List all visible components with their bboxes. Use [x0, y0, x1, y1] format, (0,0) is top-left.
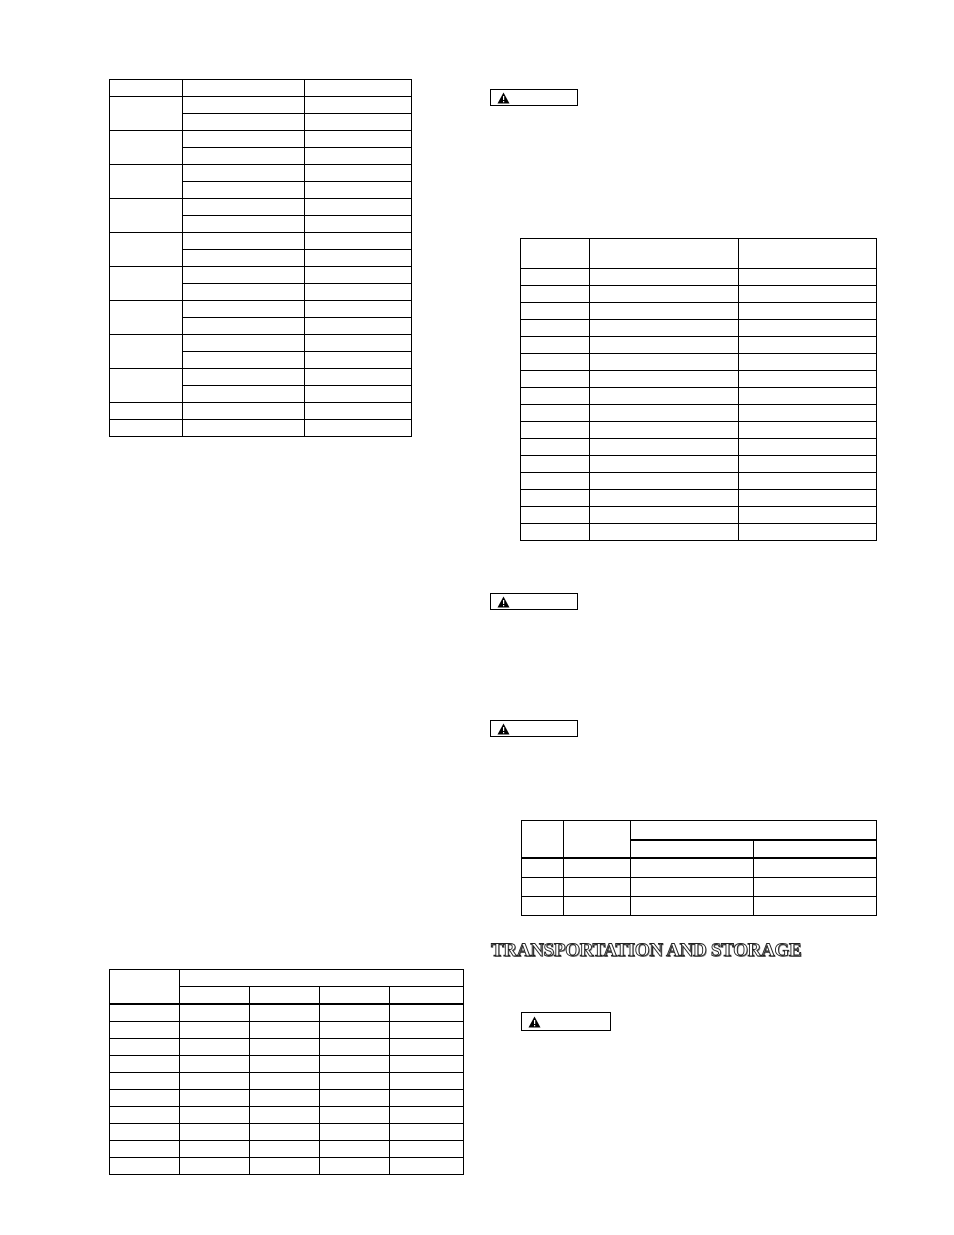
table-top-left: [109, 79, 412, 437]
warning-label-box: [521, 1012, 611, 1031]
table-row: [521, 354, 877, 371]
table-row: [110, 420, 412, 437]
table-row: [522, 897, 877, 916]
table-row: [110, 1056, 464, 1073]
table-bottom-left: [109, 969, 464, 1175]
table-row: [521, 507, 877, 524]
table-row: [110, 1141, 464, 1158]
warning-triangle-icon: [497, 596, 510, 608]
table-row: [521, 303, 877, 320]
table-row: [110, 267, 412, 284]
table-row: [110, 1039, 464, 1056]
table-row: [521, 320, 877, 337]
table-row: [110, 233, 412, 250]
table-row: [521, 405, 877, 422]
table-bottom-right: [521, 820, 877, 916]
warning-triangle-icon: [497, 723, 510, 735]
warning-label-box: [490, 593, 578, 610]
table-row: [521, 269, 877, 286]
table-header-row: [110, 970, 464, 987]
table-header-row: [521, 239, 877, 269]
table-row: [110, 1107, 464, 1124]
table-row: [521, 490, 877, 507]
table-row: [521, 371, 877, 388]
warning-triangle-icon: [497, 92, 510, 104]
table-row: [110, 369, 412, 386]
table-header-row: [522, 821, 877, 841]
table-row: [110, 301, 412, 318]
table-row: [110, 335, 412, 352]
table-row: [110, 1124, 464, 1141]
table-row: [521, 286, 877, 303]
table-row: [110, 199, 412, 216]
table-row: [110, 97, 412, 114]
warning-triangle-icon: [528, 1016, 541, 1028]
warning-label-box: [490, 89, 578, 106]
table-row: [522, 858, 877, 878]
section-heading: TRANSPORTATION AND STORAGE: [491, 940, 802, 961]
table-top-right: [520, 238, 877, 541]
table-row: [521, 337, 877, 354]
table-row: [110, 131, 412, 148]
warning-label-box: [490, 720, 578, 737]
table-row: [110, 165, 412, 182]
table-row: [110, 1073, 464, 1090]
table-row: [521, 456, 877, 473]
table-row: [110, 1022, 464, 1039]
table-row: [521, 422, 877, 439]
table-row: [521, 524, 877, 541]
table-row: [110, 1004, 464, 1022]
table-row: [110, 80, 412, 97]
table-row: [110, 1090, 464, 1107]
table-row: [110, 403, 412, 420]
table-row: [522, 878, 877, 897]
table-row: [521, 439, 877, 456]
table-row: [521, 473, 877, 490]
table-row: [521, 388, 877, 405]
table-row: [110, 1158, 464, 1175]
